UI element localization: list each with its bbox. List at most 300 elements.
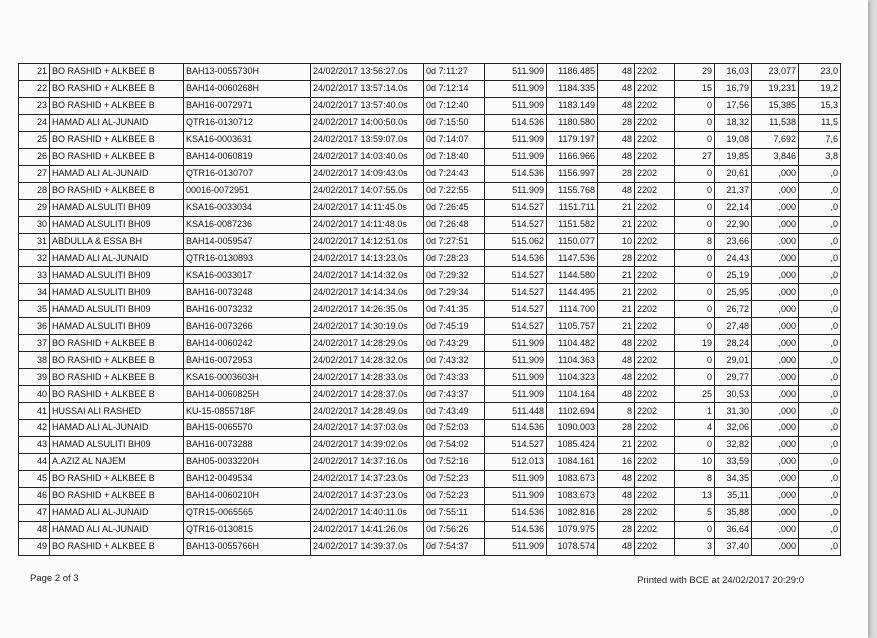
cell-basket: 48: [598, 80, 635, 97]
cell-points-a: 1: [675, 403, 715, 420]
cell-ring-number: QTR15-0065565: [184, 504, 311, 521]
cell-basket: 10: [598, 233, 635, 250]
cell-distance: 514.536: [485, 420, 547, 437]
cell-speed: 1102.694: [547, 403, 598, 420]
cell-group: 2202: [635, 301, 675, 318]
cell-points-a: 0: [675, 182, 715, 199]
cell-points-a: 0: [675, 131, 715, 148]
table-row: [19, 403, 841, 420]
cell-ring-number: BAH05-0033220H: [184, 453, 311, 470]
cell-owner: HAMAD ALSULITI BH09: [50, 318, 184, 335]
cell-flight-duration: 0d 7:24:43: [424, 165, 485, 182]
cell-points-a: 0: [675, 284, 715, 301]
cell-rank: 46: [19, 487, 50, 504]
cell-basket: 16: [598, 453, 635, 470]
cell-points-b: ,000: [752, 267, 799, 284]
cell-ring-number: KSA16-0087236: [184, 216, 311, 233]
cell-speed: 1180.580: [547, 114, 598, 131]
cell-points-a: 0: [675, 267, 715, 284]
cell-group: 2202: [635, 199, 675, 216]
cell-group: 2202: [635, 436, 675, 453]
cell-owner: ABDULLA & ESSA BH: [50, 233, 184, 250]
cell-arrival-time: 24/02/2017 14:28:29.0s: [311, 335, 424, 352]
cell-speed: 1105.757: [547, 318, 598, 335]
cell-owner: BO RASHID + ALKBEE B: [50, 97, 184, 114]
cell-points-c: ,0: [799, 436, 841, 453]
cell-arrival-time: 24/02/2017 14:26:35.0s: [311, 301, 424, 318]
cell-points-c: 19,2: [799, 80, 841, 97]
cell-points-a: 5: [675, 504, 715, 521]
cell-rank: 47: [19, 504, 50, 521]
cell-flight-duration: 0d 7:45:19: [424, 318, 485, 335]
cell-group: 2202: [635, 267, 675, 284]
cell-flight-duration: 0d 7:11:27: [424, 64, 485, 81]
cell-group: 2202: [635, 453, 675, 470]
cell-rank: 48: [19, 521, 50, 538]
race-results-table: [18, 63, 841, 556]
cell-points-b: ,000: [752, 521, 799, 538]
cell-owner: HAMAD ALSULITI BH09: [50, 199, 184, 216]
table-row: [19, 165, 841, 182]
cell-flight-duration: 0d 7:43:29: [424, 335, 485, 352]
cell-flight-duration: 0d 7:43:37: [424, 386, 485, 403]
cell-speed: 1114.700: [547, 301, 598, 318]
cell-arrival-time: 24/02/2017 14:40:11.0s: [311, 504, 424, 521]
cell-speed: 1083.673: [547, 487, 598, 504]
table-row: [19, 504, 841, 521]
cell-distance: 511.909: [485, 64, 547, 81]
cell-points-a: 0: [675, 301, 715, 318]
table-row: [19, 487, 841, 504]
cell-flight-duration: 0d 7:14:07: [424, 131, 485, 148]
cell-ring-number: QTR16-0130707: [184, 165, 311, 182]
cell-ring-number: BAH16-0073232: [184, 301, 311, 318]
cell-basket: 48: [598, 131, 635, 148]
cell-basket: 48: [598, 148, 635, 165]
cell-arrival-time: 24/02/2017 14:30:19.0s: [311, 318, 424, 335]
cell-rank: 24: [19, 114, 50, 131]
cell-basket: 48: [598, 182, 635, 199]
cell-owner: HUSSAI ALI RASHED: [50, 403, 184, 420]
cell-arrival-time: 24/02/2017 14:13:23.0s: [311, 250, 424, 267]
cell-speed: 1090.003: [547, 420, 598, 437]
cell-owner: BO RASHID + ALKBEE B: [50, 470, 184, 487]
cell-points-b: ,000: [752, 301, 799, 318]
cell-basket: 21: [598, 284, 635, 301]
cell-points-b: ,000: [752, 436, 799, 453]
cell-flight-duration: 0d 7:52:23: [424, 470, 485, 487]
cell-owner: BO RASHID + ALKBEE B: [50, 182, 184, 199]
cell-basket: 48: [598, 538, 635, 555]
cell-flight-duration: 0d 7:12:40: [424, 97, 485, 114]
cell-flight-duration: 0d 7:52:03: [424, 420, 485, 437]
cell-points-b: ,000: [752, 165, 799, 182]
cell-ring-number: BAH16-0072971: [184, 97, 311, 114]
table-row: [19, 148, 841, 165]
table-row: [19, 369, 841, 386]
cell-points-b: ,000: [752, 538, 799, 555]
cell-arrival-time: 24/02/2017 13:57:40.0s: [311, 97, 424, 114]
cell-basket: 48: [598, 64, 635, 81]
cell-arrival-time: 24/02/2017 14:28:33.0s: [311, 369, 424, 386]
cell-group: 2202: [635, 318, 675, 335]
cell-points-c: ,0: [799, 182, 841, 199]
cell-points-b: ,000: [752, 369, 799, 386]
cell-basket: 28: [598, 114, 635, 131]
cell-ring-number: KU-15-0855718F: [184, 403, 311, 420]
cell-speed: 1084.161: [547, 453, 598, 470]
cell-basket: 21: [598, 436, 635, 453]
cell-coefficient: 22,90: [715, 216, 752, 233]
cell-points-b: ,000: [752, 386, 799, 403]
cell-speed: 1104.363: [547, 352, 598, 369]
cell-arrival-time: 24/02/2017 14:37:23.0s: [311, 470, 424, 487]
cell-rank: 25: [19, 131, 50, 148]
cell-points-c: ,0: [799, 420, 841, 437]
cell-flight-duration: 0d 7:43:49: [424, 403, 485, 420]
cell-owner: HAMAD ALI AL-JUNAID: [50, 521, 184, 538]
cell-speed: 1156.997: [547, 165, 598, 182]
cell-points-c: ,0: [799, 165, 841, 182]
cell-ring-number: BAH14-0060825H: [184, 386, 311, 403]
cell-points-c: ,0: [799, 538, 841, 555]
cell-basket: 48: [598, 369, 635, 386]
cell-group: 2202: [635, 182, 675, 199]
cell-rank: 43: [19, 436, 50, 453]
cell-arrival-time: 24/02/2017 14:11:48.0s: [311, 216, 424, 233]
table-row: [19, 199, 841, 216]
cell-points-b: ,000: [752, 182, 799, 199]
cell-speed: 1104.164: [547, 386, 598, 403]
cell-group: 2202: [635, 216, 675, 233]
cell-flight-duration: 0d 7:29:32: [424, 267, 485, 284]
cell-distance: 511.909: [485, 487, 547, 504]
cell-arrival-time: 24/02/2017 13:59:07.0s: [311, 131, 424, 148]
cell-points-a: 8: [675, 233, 715, 250]
cell-speed: 1078.574: [547, 538, 598, 555]
cell-flight-duration: 0d 7:56:26: [424, 521, 485, 538]
cell-ring-number: KSA16-0003631: [184, 131, 311, 148]
table-row: [19, 352, 841, 369]
cell-group: 2202: [635, 504, 675, 521]
cell-coefficient: 16,79: [715, 80, 752, 97]
cell-points-c: ,0: [799, 199, 841, 216]
cell-speed: 1079.975: [547, 521, 598, 538]
cell-points-b: 19,231: [752, 80, 799, 97]
cell-owner: HAMAD ALSULITI BH09: [50, 301, 184, 318]
cell-flight-duration: 0d 7:26:45: [424, 199, 485, 216]
cell-coefficient: 17,56: [715, 97, 752, 114]
cell-arrival-time: 24/02/2017 14:09:43.0s: [311, 165, 424, 182]
cell-points-a: 0: [675, 436, 715, 453]
cell-basket: 28: [598, 521, 635, 538]
cell-group: 2202: [635, 470, 675, 487]
cell-points-c: 7,6: [799, 131, 841, 148]
cell-points-a: 0: [675, 199, 715, 216]
table-row: [19, 64, 841, 81]
cell-rank: 38: [19, 352, 50, 369]
cell-points-b: ,000: [752, 250, 799, 267]
cell-speed: 1104.323: [547, 369, 598, 386]
cell-owner: BO RASHID + ALKBEE B: [50, 335, 184, 352]
page-number: Page 2 of 3: [30, 573, 79, 584]
table-row: [19, 233, 841, 250]
cell-group: 2202: [635, 538, 675, 555]
cell-speed: 1082.816: [547, 504, 598, 521]
cell-arrival-time: 24/02/2017 14:39:37.0s: [311, 538, 424, 555]
cell-basket: 28: [598, 250, 635, 267]
cell-distance: 511.909: [485, 335, 547, 352]
cell-coefficient: 29,01: [715, 352, 752, 369]
cell-ring-number: QTR16-0130712: [184, 114, 311, 131]
table-row: [19, 182, 841, 199]
cell-flight-duration: 0d 7:15:50: [424, 114, 485, 131]
cell-coefficient: 31,30: [715, 403, 752, 420]
cell-coefficient: 33,59: [715, 453, 752, 470]
table-row: [19, 521, 841, 538]
cell-flight-duration: 0d 7:43:33: [424, 369, 485, 386]
cell-points-a: 25: [675, 386, 715, 403]
cell-flight-duration: 0d 7:54:37: [424, 538, 485, 555]
cell-distance: 514.536: [485, 521, 547, 538]
cell-points-c: ,0: [799, 335, 841, 352]
cell-coefficient: 35,88: [715, 504, 752, 521]
cell-ring-number: BAH14-0060819: [184, 148, 311, 165]
cell-points-b: ,000: [752, 284, 799, 301]
cell-coefficient: 19,85: [715, 148, 752, 165]
cell-group: 2202: [635, 165, 675, 182]
cell-rank: 44: [19, 453, 50, 470]
cell-owner: BO RASHID + ALKBEE B: [50, 352, 184, 369]
cell-rank: 41: [19, 403, 50, 420]
cell-basket: 28: [598, 165, 635, 182]
cell-points-b: ,000: [752, 335, 799, 352]
cell-points-c: 11,5: [799, 114, 841, 131]
cell-points-a: 29: [675, 64, 715, 81]
cell-arrival-time: 24/02/2017 13:56:27.0s: [311, 64, 424, 81]
cell-arrival-time: 24/02/2017 14:07:55.0s: [311, 182, 424, 199]
cell-distance: 514.536: [485, 504, 547, 521]
cell-speed: 1147.536: [547, 250, 598, 267]
cell-owner: BO RASHID + ALKBEE B: [50, 369, 184, 386]
cell-coefficient: 34,35: [715, 470, 752, 487]
cell-points-c: ,0: [799, 403, 841, 420]
cell-speed: 1179.197: [547, 131, 598, 148]
cell-distance: 514.536: [485, 114, 547, 131]
cell-coefficient: 27,48: [715, 318, 752, 335]
cell-owner: BO RASHID + ALKBEE B: [50, 64, 184, 81]
cell-ring-number: QTR16-0130815: [184, 521, 311, 538]
cell-points-c: ,0: [799, 233, 841, 250]
cell-speed: 1155.768: [547, 182, 598, 199]
cell-owner: HAMAD ALI AL-JUNAID: [50, 250, 184, 267]
cell-rank: 29: [19, 199, 50, 216]
table-row: [19, 80, 841, 97]
table-row: [19, 114, 841, 131]
cell-basket: 21: [598, 301, 635, 318]
cell-owner: BO RASHID + ALKBEE B: [50, 386, 184, 403]
cell-points-a: 0: [675, 521, 715, 538]
cell-points-b: 7,692: [752, 131, 799, 148]
cell-points-c: ,0: [799, 318, 841, 335]
cell-speed: 1184.335: [547, 80, 598, 97]
cell-group: 2202: [635, 97, 675, 114]
cell-points-b: ,000: [752, 420, 799, 437]
cell-points-a: 0: [675, 250, 715, 267]
cell-basket: 48: [598, 487, 635, 504]
cell-distance: 511.909: [485, 131, 547, 148]
cell-group: 2202: [635, 114, 675, 131]
cell-points-a: 0: [675, 216, 715, 233]
cell-coefficient: 24,43: [715, 250, 752, 267]
cell-distance: 511.909: [485, 182, 547, 199]
cell-basket: 21: [598, 216, 635, 233]
cell-group: 2202: [635, 420, 675, 437]
cell-flight-duration: 0d 7:55:11: [424, 504, 485, 521]
cell-points-c: ,0: [799, 216, 841, 233]
cell-distance: 514.527: [485, 318, 547, 335]
cell-flight-duration: 0d 7:18:40: [424, 148, 485, 165]
table-body: [19, 64, 841, 556]
cell-owner: BO RASHID + ALKBEE B: [50, 148, 184, 165]
cell-group: 2202: [635, 352, 675, 369]
cell-points-a: 27: [675, 148, 715, 165]
cell-flight-duration: 0d 7:52:23: [424, 487, 485, 504]
cell-arrival-time: 24/02/2017 14:37:16.0s: [311, 453, 424, 470]
cell-coefficient: 28,24: [715, 335, 752, 352]
cell-rank: 39: [19, 369, 50, 386]
cell-speed: 1144.495: [547, 284, 598, 301]
cell-rank: 37: [19, 335, 50, 352]
cell-ring-number: BAH13-0055766H: [184, 538, 311, 555]
cell-arrival-time: 24/02/2017 13:57:14.0s: [311, 80, 424, 97]
cell-ring-number: KSA16-0033017: [184, 267, 311, 284]
cell-group: 2202: [635, 369, 675, 386]
cell-owner: HAMAD ALI AL-JUNAID: [50, 114, 184, 131]
cell-distance: 514.527: [485, 301, 547, 318]
table-row: [19, 470, 841, 487]
cell-speed: 1083.673: [547, 470, 598, 487]
cell-points-b: ,000: [752, 216, 799, 233]
cell-points-c: 3,8: [799, 148, 841, 165]
cell-coefficient: 25,19: [715, 267, 752, 284]
cell-points-a: 0: [675, 165, 715, 182]
cell-points-b: ,000: [752, 487, 799, 504]
cell-coefficient: 32,06: [715, 420, 752, 437]
cell-ring-number: QTR16-0130893: [184, 250, 311, 267]
cell-group: 2202: [635, 148, 675, 165]
cell-group: 2202: [635, 403, 675, 420]
cell-points-b: 3,846: [752, 148, 799, 165]
cell-owner: BO RASHID + ALKBEE B: [50, 538, 184, 555]
cell-basket: 28: [598, 504, 635, 521]
cell-group: 2202: [635, 80, 675, 97]
cell-ring-number: BAH16-0072953: [184, 352, 311, 369]
cell-points-c: ,0: [799, 250, 841, 267]
cell-arrival-time: 24/02/2017 14:03:40.0s: [311, 148, 424, 165]
cell-owner: HAMAD ALSULITI BH09: [50, 216, 184, 233]
cell-flight-duration: 0d 7:26:48: [424, 216, 485, 233]
cell-owner: BO RASHID + ALKBEE B: [50, 487, 184, 504]
cell-arrival-time: 24/02/2017 14:41:26.0s: [311, 521, 424, 538]
cell-owner: HAMAD ALI AL-JUNAID: [50, 504, 184, 521]
cell-arrival-time: 24/02/2017 14:00:50.0s: [311, 114, 424, 131]
cell-basket: 48: [598, 97, 635, 114]
cell-distance: 511.909: [485, 386, 547, 403]
cell-ring-number: BAH14-0059547: [184, 233, 311, 250]
cell-ring-number: BAH16-0073248: [184, 284, 311, 301]
cell-ring-number: BAH14-0060242: [184, 335, 311, 352]
cell-coefficient: 35,11: [715, 487, 752, 504]
cell-rank: 40: [19, 386, 50, 403]
cell-flight-duration: 0d 7:22:55: [424, 182, 485, 199]
cell-arrival-time: 24/02/2017 14:12:51.0s: [311, 233, 424, 250]
cell-distance: 511.909: [485, 538, 547, 555]
cell-distance: 514.527: [485, 284, 547, 301]
cell-speed: 1166.966: [547, 148, 598, 165]
table-row: [19, 386, 841, 403]
table-row: [19, 284, 841, 301]
table-row: [19, 335, 841, 352]
cell-coefficient: 19,08: [715, 131, 752, 148]
cell-owner: HAMAD ALSULITI BH09: [50, 284, 184, 301]
cell-coefficient: 21,37: [715, 182, 752, 199]
cell-coefficient: 22,14: [715, 199, 752, 216]
cell-coefficient: 36,64: [715, 521, 752, 538]
cell-points-c: ,0: [799, 352, 841, 369]
cell-speed: 1151.582: [547, 216, 598, 233]
cell-group: 2202: [635, 386, 675, 403]
cell-coefficient: 30,53: [715, 386, 752, 403]
cell-arrival-time: 24/02/2017 14:28:32.0s: [311, 352, 424, 369]
cell-speed: 1104.482: [547, 335, 598, 352]
cell-rank: 36: [19, 318, 50, 335]
cell-flight-duration: 0d 7:12:14: [424, 80, 485, 97]
cell-speed: 1085.424: [547, 436, 598, 453]
cell-rank: 28: [19, 182, 50, 199]
cell-flight-duration: 0d 7:28:23: [424, 250, 485, 267]
cell-owner: HAMAD ALSULITI BH09: [50, 436, 184, 453]
cell-rank: 27: [19, 165, 50, 182]
cell-flight-duration: 0d 7:54:02: [424, 436, 485, 453]
cell-points-b: ,000: [752, 504, 799, 521]
cell-speed: 1150.077: [547, 233, 598, 250]
cell-distance: 511.909: [485, 352, 547, 369]
cell-rank: 31: [19, 233, 50, 250]
cell-points-c: 15,3: [799, 97, 841, 114]
cell-arrival-time: 24/02/2017 14:11:45.0s: [311, 199, 424, 216]
cell-points-c: ,0: [799, 301, 841, 318]
cell-ring-number: BAH12-0049534: [184, 470, 311, 487]
cell-basket: 48: [598, 335, 635, 352]
cell-ring-number: KSA16-0003603H: [184, 369, 311, 386]
cell-points-b: 23,077: [752, 64, 799, 81]
cell-ring-number: KSA16-0033034: [184, 199, 311, 216]
cell-points-b: ,000: [752, 318, 799, 335]
cell-rank: 30: [19, 216, 50, 233]
cell-points-b: ,000: [752, 403, 799, 420]
cell-points-c: ,0: [799, 521, 841, 538]
cell-basket: 21: [598, 199, 635, 216]
cell-arrival-time: 24/02/2017 14:37:23.0s: [311, 487, 424, 504]
cell-basket: 48: [598, 470, 635, 487]
cell-rank: 33: [19, 267, 50, 284]
table-row: [19, 301, 841, 318]
cell-arrival-time: 24/02/2017 14:28:49.0s: [311, 403, 424, 420]
cell-distance: 514.527: [485, 267, 547, 284]
cell-points-c: ,0: [799, 504, 841, 521]
table-row: [19, 453, 841, 470]
